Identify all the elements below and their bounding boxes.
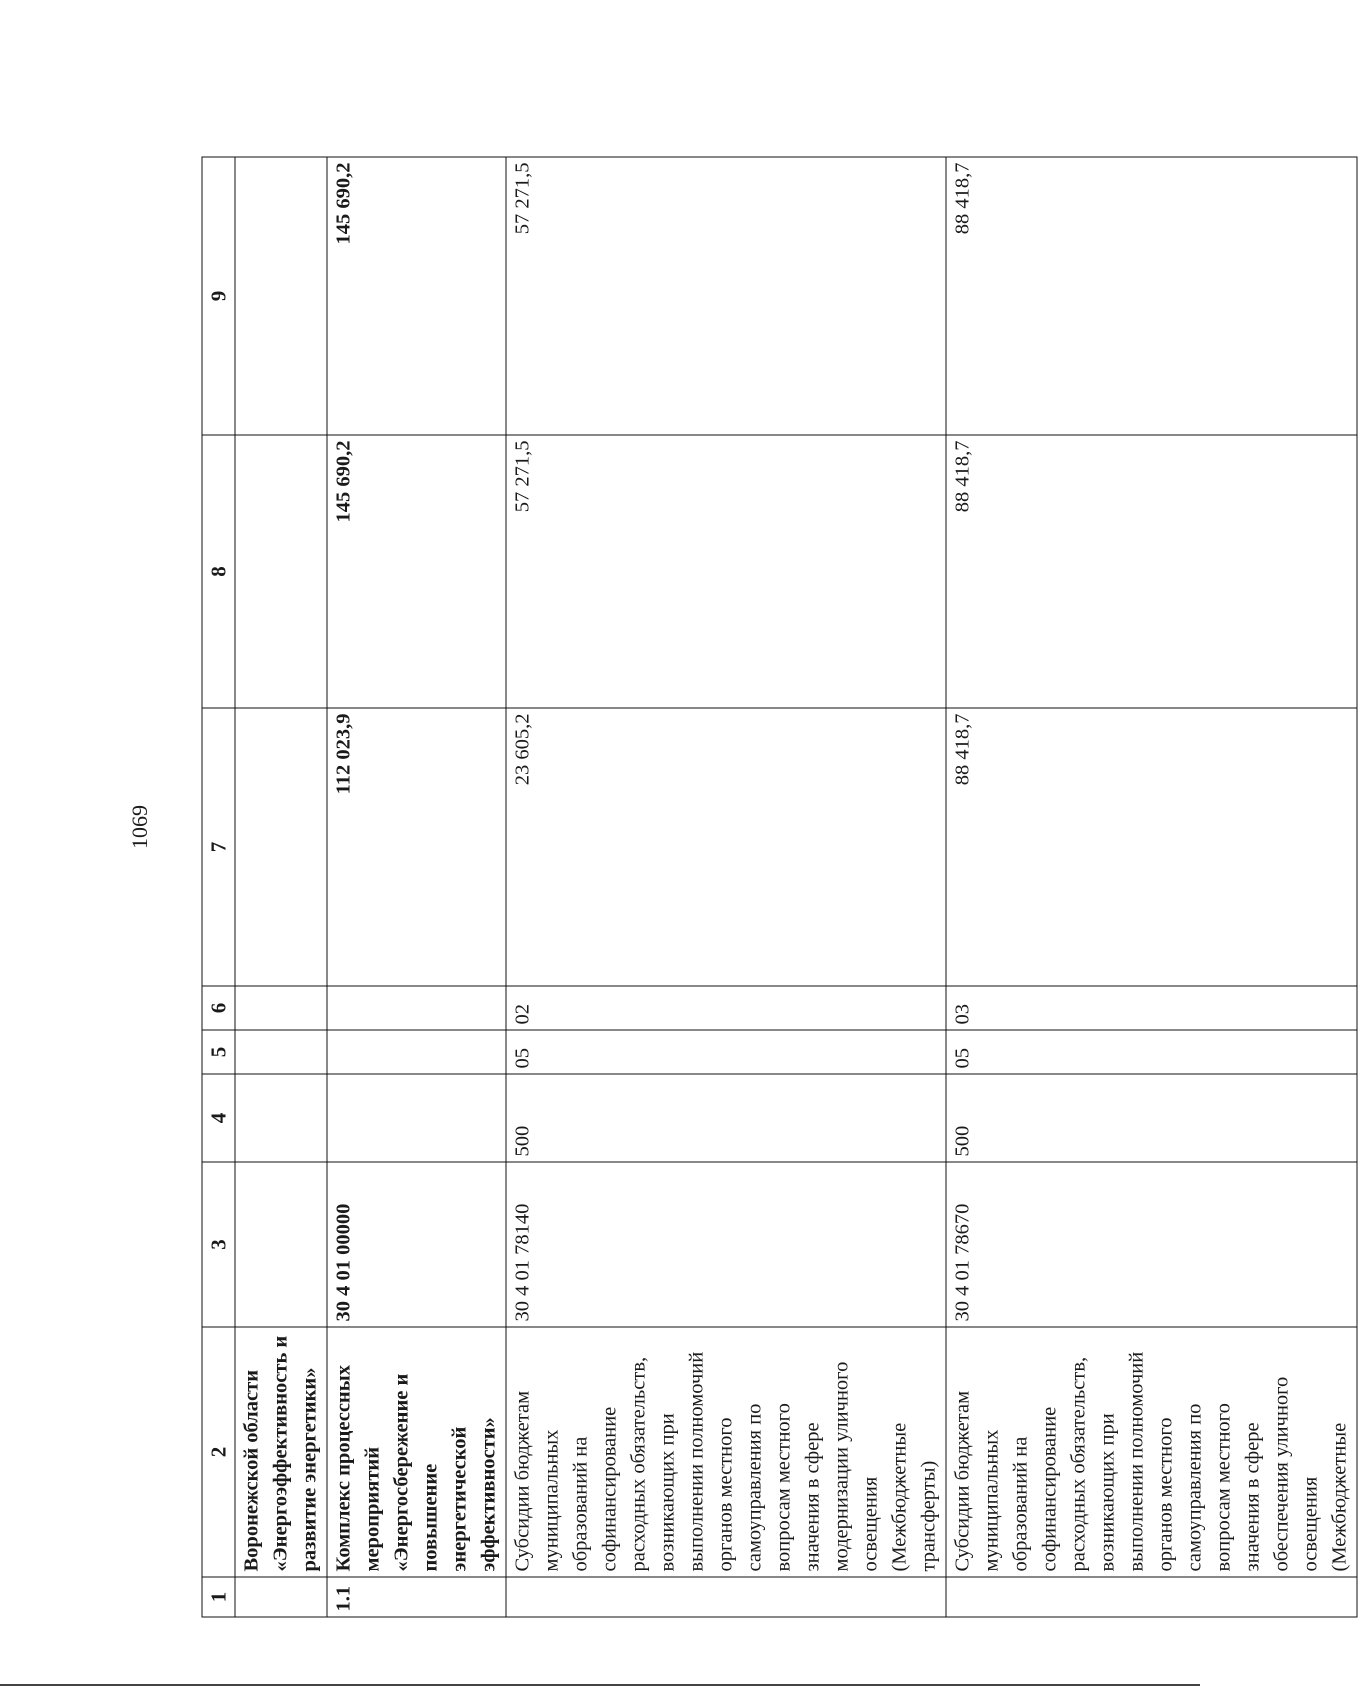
row-amount-col8: 145 690,2 — [327, 435, 506, 708]
bottom-rule — [0, 1684, 1200, 1686]
row-name: Воронежской области «Энергоэффективность и развитие энергетики» — [235, 1327, 327, 1577]
table-row-program — [235, 157, 327, 1617]
header-col-9: 9 — [202, 157, 235, 435]
row-amount-col7: 23 605,2 — [506, 708, 946, 986]
row-target-code: 30 4 01 78140 — [506, 1162, 946, 1327]
row-expense-type — [235, 1074, 327, 1162]
header-col-5: 5 — [202, 1030, 235, 1074]
row-subsection: 03 — [946, 986, 1357, 1030]
table-row-complex — [327, 157, 506, 1617]
row-section: 05 — [946, 1030, 1357, 1074]
row-amount-col9: 57 271,5 — [506, 157, 946, 435]
row-number: 1.1 — [327, 1577, 506, 1617]
header-col-7: 7 — [202, 708, 235, 986]
row-amount-col7: 112 023,9 — [327, 708, 506, 986]
row-section — [327, 1030, 506, 1074]
row-expense-type — [327, 1074, 506, 1162]
row-amount-col9 — [235, 157, 327, 435]
row-subsection — [235, 986, 327, 1030]
header-col-2: 2 — [202, 1327, 235, 1577]
row-target-code — [235, 1162, 327, 1327]
row-amount-col7 — [235, 708, 327, 986]
row-name: Субсидии бюджетам муниципальных образований на софинансирование расходных обязательств, возникающих при выполнении полномочий органов местного самоуправления по вопросам местного значения в сфере модернизации уличного освещения (Межбюджетные трансферты) — [506, 1327, 946, 1577]
row-amount-col9: 145 690,2 — [327, 157, 506, 435]
budget-table — [202, 157, 1358, 1618]
row-number — [506, 1577, 946, 1617]
header-col-8: 8 — [202, 435, 235, 708]
row-amount-col8: 57 271,5 — [506, 435, 946, 708]
header-col-6: 6 — [202, 986, 235, 1030]
row-section — [235, 1030, 327, 1074]
row-section: 05 — [506, 1030, 946, 1074]
table-row-subsidy-modernization — [506, 157, 946, 1617]
row-expense-type: 500 — [506, 1074, 946, 1162]
header-col-4: 4 — [202, 1074, 235, 1162]
rotated-table-container — [202, 158, 1351, 1618]
header-col-3: 3 — [202, 1162, 235, 1327]
table-row-subsidy-provision — [946, 157, 1357, 1617]
row-amount-col8: 88 418,7 — [946, 435, 1357, 708]
header-col-1: 1 — [202, 1577, 235, 1617]
page-number: 1069 — [127, 805, 152, 849]
row-target-code: 30 4 01 78670 — [946, 1162, 1357, 1327]
row-target-code: 30 4 01 00000 — [327, 1162, 506, 1327]
row-name: Субсидии бюджетам муниципальных образований на софинансирование расходных обязательств, возникающих при выполнении полномочий органов местного самоуправления по вопросам местного значения в сфере обеспечения уличного освещения (Межбюджетные — [946, 1327, 1357, 1577]
table-header-row — [202, 157, 235, 1617]
row-subsection — [327, 986, 506, 1030]
row-amount-col8 — [235, 435, 327, 708]
row-amount-col7: 88 418,7 — [946, 708, 1357, 986]
row-name: Комплекс процессных мероприятий «Энергосбережение и повышение энергетической эффективности» — [327, 1327, 506, 1577]
row-subsection: 02 — [506, 986, 946, 1030]
row-number — [946, 1577, 1357, 1617]
row-number — [235, 1577, 327, 1617]
row-amount-col9: 88 418,7 — [946, 157, 1357, 435]
row-expense-type: 500 — [946, 1074, 1357, 1162]
